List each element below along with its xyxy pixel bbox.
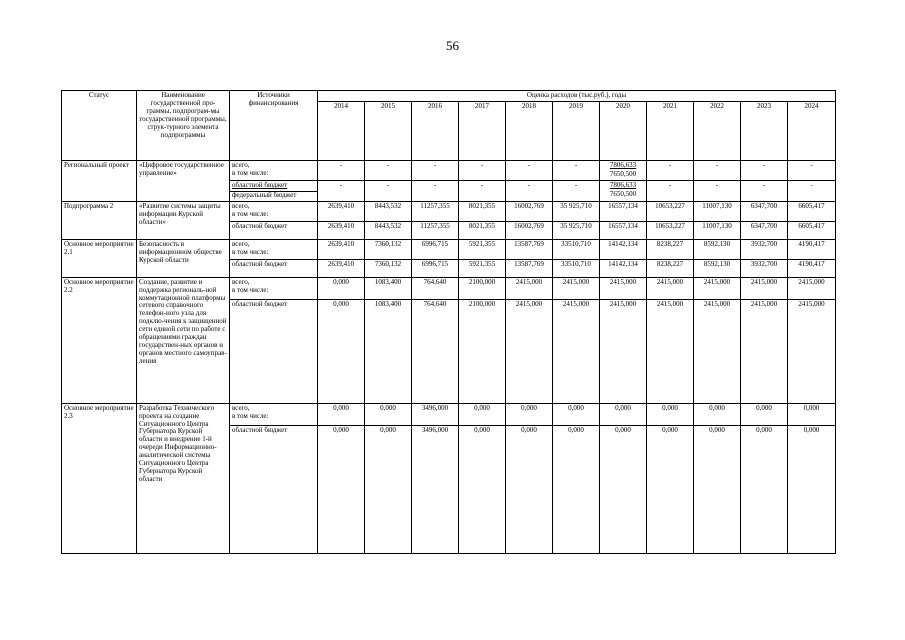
row-value: 8021,355	[459, 201, 506, 221]
row-value: 8021,355	[459, 221, 506, 239]
table-row	[62, 239, 836, 259]
row-source: областной бюджет	[230, 425, 318, 553]
row-value: 14142,134	[600, 239, 647, 259]
row-value: 0,000	[318, 403, 365, 425]
row-value: 764,640	[412, 299, 459, 403]
row-value: 0,000	[553, 425, 600, 553]
row-name: «Развитие системы защиты информации Курской области»	[137, 201, 230, 239]
header-year: 2023	[741, 101, 788, 160]
row-value: 2415,000	[694, 277, 741, 299]
row-value: 0,000	[553, 403, 600, 425]
row-value: 0,000	[318, 277, 365, 299]
row-value: 2639,410	[318, 259, 365, 277]
header-year: 2020	[600, 101, 647, 160]
row-value: 2415,000	[788, 299, 836, 403]
row-value: 0,000	[506, 425, 553, 553]
row-value: 3496,000	[412, 403, 459, 425]
row-value: -	[412, 180, 459, 201]
row-source: всего, в том числе:	[230, 277, 318, 299]
row-status: Основное мероприятие 2.1	[62, 239, 137, 277]
row-value: 10653,227	[647, 201, 694, 221]
row-value: 2415,000	[506, 299, 553, 403]
row-value: -	[694, 180, 741, 201]
row-value: 2639,410	[318, 239, 365, 259]
row-value: -	[459, 180, 506, 201]
row-source: областной бюджет федеральный бюджет	[230, 180, 318, 201]
row-value: 764,640	[412, 277, 459, 299]
row-value: 1083,400	[365, 277, 412, 299]
row-value: 0,000	[741, 403, 788, 425]
row-value: 0,000	[788, 425, 836, 553]
row-value: 0,000	[365, 425, 412, 553]
row-value: 7806,633 7650,500	[600, 160, 647, 180]
table-row	[62, 160, 836, 180]
row-value: 0,000	[318, 299, 365, 403]
row-value: 2415,000	[600, 277, 647, 299]
row-value: 2415,000	[506, 277, 553, 299]
row-value: 6605,417	[788, 201, 836, 221]
row-name: Создание, развитие и поддержка региональ-ной коммутационной платформы сетевого справочного телефон-ного узла для подклю-чения к защищенной сети единой сети по работе с обращениями граждан государствен-ных органов и органов местного самоуправ-ления	[137, 277, 230, 403]
row-value: 8443,532	[365, 221, 412, 239]
row-value: 6347,700	[741, 201, 788, 221]
row-value: 0,000	[459, 425, 506, 553]
row-status: Основное мероприятие 2.3	[62, 403, 137, 553]
row-value: 33510,710	[553, 239, 600, 259]
header-year: 2019	[553, 101, 600, 160]
row-value: 8443,532	[365, 201, 412, 221]
row-value: -	[694, 160, 741, 180]
row-source: всего, в том числе:	[230, 403, 318, 425]
row-source: областной бюджет	[230, 259, 318, 277]
row-value: 6996,715	[412, 239, 459, 259]
header-costs: Оценка расходов (тыс.руб.), годы	[318, 91, 836, 102]
row-value: 5921,355	[459, 239, 506, 259]
row-source: областной бюджет	[230, 221, 318, 239]
row-value: -	[741, 160, 788, 180]
row-value: 11257,355	[412, 201, 459, 221]
row-value: -	[647, 160, 694, 180]
table-row	[62, 277, 836, 299]
row-value: -	[412, 160, 459, 180]
header-name: Наименование государственной про-граммы, подпрограм-мы государственной программы, струк-турного элемента подпрограммы	[137, 91, 230, 161]
header-year: 2015	[365, 101, 412, 160]
row-value: -	[788, 160, 836, 180]
header-year: 2018	[506, 101, 553, 160]
row-value: 4190,417	[788, 239, 836, 259]
row-value: 2415,000	[553, 299, 600, 403]
row-value: 0,000	[318, 425, 365, 553]
table-row	[62, 403, 836, 425]
row-value: 11257,355	[412, 221, 459, 239]
row-value: 0,000	[788, 403, 836, 425]
row-value: 6605,417	[788, 221, 836, 239]
row-source: всего, в том числе:	[230, 160, 318, 180]
row-name: «Цифровое государственное управление»	[137, 160, 230, 201]
row-value: 0,000	[647, 425, 694, 553]
row-value: 2415,000	[741, 277, 788, 299]
row-value: 16557,134	[600, 221, 647, 239]
row-source: всего, в том числе:	[230, 201, 318, 221]
row-source: областной бюджет	[230, 299, 318, 403]
row-value: 14142,134	[600, 259, 647, 277]
row-value: 10653,227	[647, 221, 694, 239]
row-value: 0,000	[600, 403, 647, 425]
header-year: 2017	[459, 101, 506, 160]
row-value: 35 925,710	[553, 221, 600, 239]
row-value: -	[553, 160, 600, 180]
row-value: -	[365, 160, 412, 180]
row-value: 0,000	[600, 425, 647, 553]
row-value: 2415,000	[694, 299, 741, 403]
row-value: 5921,355	[459, 259, 506, 277]
row-value: 2415,000	[553, 277, 600, 299]
row-source: всего, в том числе:	[230, 239, 318, 259]
row-value: 16002,769	[506, 201, 553, 221]
row-value: 2415,000	[788, 277, 836, 299]
row-value: 0,000	[741, 425, 788, 553]
header-year: 2021	[647, 101, 694, 160]
header-sources: Источники финансирования	[230, 91, 318, 161]
row-value: -	[365, 180, 412, 201]
row-status: Региональный проект	[62, 160, 137, 201]
row-value: 3932,700	[741, 239, 788, 259]
row-value: 7806,633 7650,500	[600, 180, 647, 201]
row-value: 2100,000	[459, 277, 506, 299]
row-value: 2415,000	[647, 299, 694, 403]
row-value: 2415,000	[600, 299, 647, 403]
row-value: -	[553, 180, 600, 201]
row-value: -	[506, 180, 553, 201]
row-value: 6996,715	[412, 259, 459, 277]
header-year: 2016	[412, 101, 459, 160]
header-status: Статус	[62, 91, 137, 161]
row-value: 2639,410	[318, 221, 365, 239]
budget-table	[61, 90, 836, 554]
row-value: 4190,417	[788, 259, 836, 277]
row-value: 1083,400	[365, 299, 412, 403]
row-value: 0,000	[647, 403, 694, 425]
row-name: Безопасность в информационном обществе Курской области	[137, 239, 230, 277]
row-value: 7360,132	[365, 239, 412, 259]
row-value: 33510,710	[553, 259, 600, 277]
row-value: 8238,227	[647, 259, 694, 277]
row-value: 0,000	[459, 403, 506, 425]
row-value: 0,000	[694, 403, 741, 425]
row-value: -	[647, 180, 694, 201]
header-year: 2024	[788, 101, 836, 160]
row-value: 11007,130	[694, 221, 741, 239]
row-value: -	[459, 160, 506, 180]
row-value: 35 925,710	[553, 201, 600, 221]
table-row	[62, 201, 836, 221]
row-value: 6347,700	[741, 221, 788, 239]
row-status: Подпрограмма 2	[62, 201, 137, 239]
row-value: 13587,769	[506, 239, 553, 259]
row-value: 2415,000	[647, 277, 694, 299]
row-value: 16002,769	[506, 221, 553, 239]
row-value: -	[318, 160, 365, 180]
row-value: 13587,769	[506, 259, 553, 277]
row-name: Разработка Технического проекта на создание Ситуационного Центра Губернатора Курской области и внедрение 1-й очереди Информационно-аналитической системы Ситуационного Центра Губернатора Курской области	[137, 403, 230, 553]
page-number: 56	[446, 38, 459, 53]
row-value: 7360,132	[365, 259, 412, 277]
row-value: 2100,000	[459, 299, 506, 403]
row-value: -	[788, 180, 836, 201]
header-year: 2022	[694, 101, 741, 160]
row-value: 2639,410	[318, 201, 365, 221]
row-status: Основное мероприятие 2.2	[62, 277, 137, 403]
row-value: 0,000	[694, 425, 741, 553]
row-value: 2415,000	[741, 299, 788, 403]
row-value: 16557,134	[600, 201, 647, 221]
header-year: 2014	[318, 101, 365, 160]
row-value: 0,000	[365, 403, 412, 425]
row-value: 8238,227	[647, 239, 694, 259]
row-value: 3496,000	[412, 425, 459, 553]
row-value: -	[741, 180, 788, 201]
row-value: 11007,130	[694, 201, 741, 221]
row-value: -	[506, 160, 553, 180]
row-value: -	[318, 180, 365, 201]
row-value: 8592,130	[694, 239, 741, 259]
row-value: 3932,700	[741, 259, 788, 277]
row-value: 0,000	[506, 403, 553, 425]
row-value: 8592,130	[694, 259, 741, 277]
